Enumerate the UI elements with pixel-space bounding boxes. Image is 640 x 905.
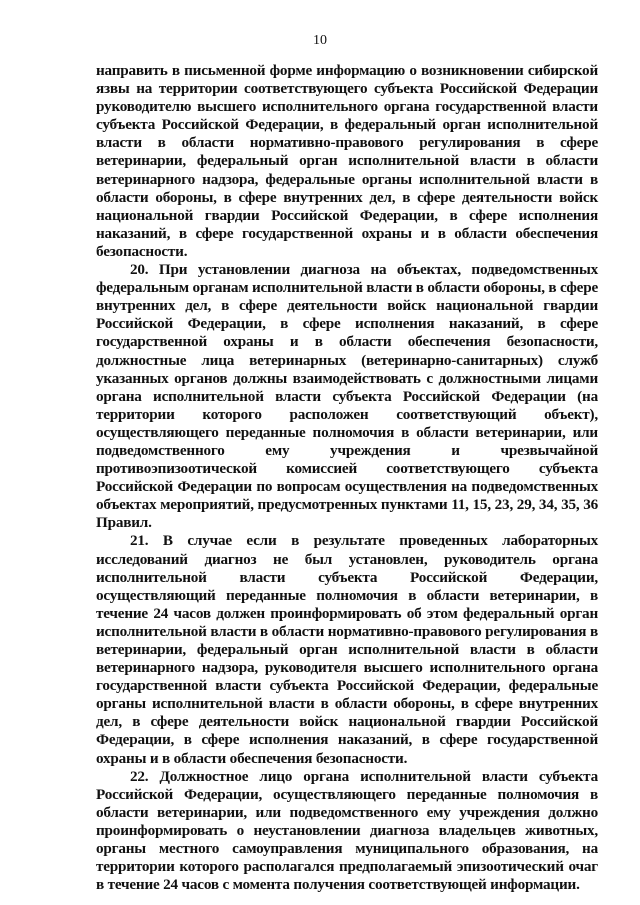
paragraph-clause-20: 20. При установлении диагноза на объектах, подведомственных федеральным органам исполнительной власти в области обороны, в сфере внутренних дел, в сфере деятельности войск национальной гвардии Российской Федерации, в сфере исполнения наказаний, в сфере государственной охраны и в области обеспечения безопасности, должностные лица ветеринарных (ветеринарно-санитарных) служб указанных органов должны взаимодействовать с должностными лицами органа исполнительной власти субъекта Российской Федерации (на территории которого расположен соответствующий объект), осуществляющего переданные полномочия в области ветеринарии, или подведомственного ему учреждения и чрезвычайной противоэпизоотической комиссией соответствующего субъекта Российской Федерации по вопросам осуществления на подведомственных объектах мероприятий, предусмотренных пунктами 11, 15, 23, 29, 34, 35, 36 Правил. — [96, 261, 599, 532]
paragraph-clause-22: 22. Должностное лицо органа исполнительной власти субъекта Российской Федерации, осуществляющего переданные полномочия в области ветеринарии, или подведомственного ему учреждения должно проинформировать о неустановлении диагноза владельцев животных, органы местного самоуправления муниципального образования, на территории которого располагался предполагаемый эпизоотический очаг в течение 24 часов с момента получения соответствующей информации. — [96, 767, 598, 894]
paragraph-clause-21: 21. В случае если в результате проведенных лабораторных исследований диагноз не был установлен, руководитель органа исполнительной власти субъекта Российской Федерации, осуществляющий переданные полномочия в области ветеринарии, в течение 24 часов должен проинформировать об этом федеральный орган исполнительной власти в области нормативно-правового регулирования в ветеринарии, федеральный орган исполнительной власти в области ветеринарного надзора, руководителя высшего исполнительного органа государственной власти субъекта Российской Федерации, федеральные органы исполнительной власти в области обороны, в сфере внутренних дел, в сфере деятельности войск национальной гвардии Российской Федерации, в сфере исполнения наказаний, в сфере государственной охраны и в области обеспечения безопасности. — [96, 532, 598, 767]
page-number: 10 — [313, 33, 327, 48]
document-body — [96, 62, 598, 894]
paragraph-continuation: направить в письменной форме информацию о возникновении сибирской язвы на территории соответствующего субъекта Российской Федерации руководителю высшего исполнительного органа государственной власти субъекта Российской Федерации, в федеральный орган исполнительной власти в области нормативно-правового регулирования в сфере ветеринарии, федеральный орган исполнительной власти в области ветеринарного надзора, федеральные органы исполнительной власти в области обороны, в сфере внутренних дел, в сфере деятельности войск национальной гвардии Российской Федерации, в сфере исполнения наказаний, в сфере государственной охраны и в области обеспечения безопасности. — [96, 62, 598, 260]
